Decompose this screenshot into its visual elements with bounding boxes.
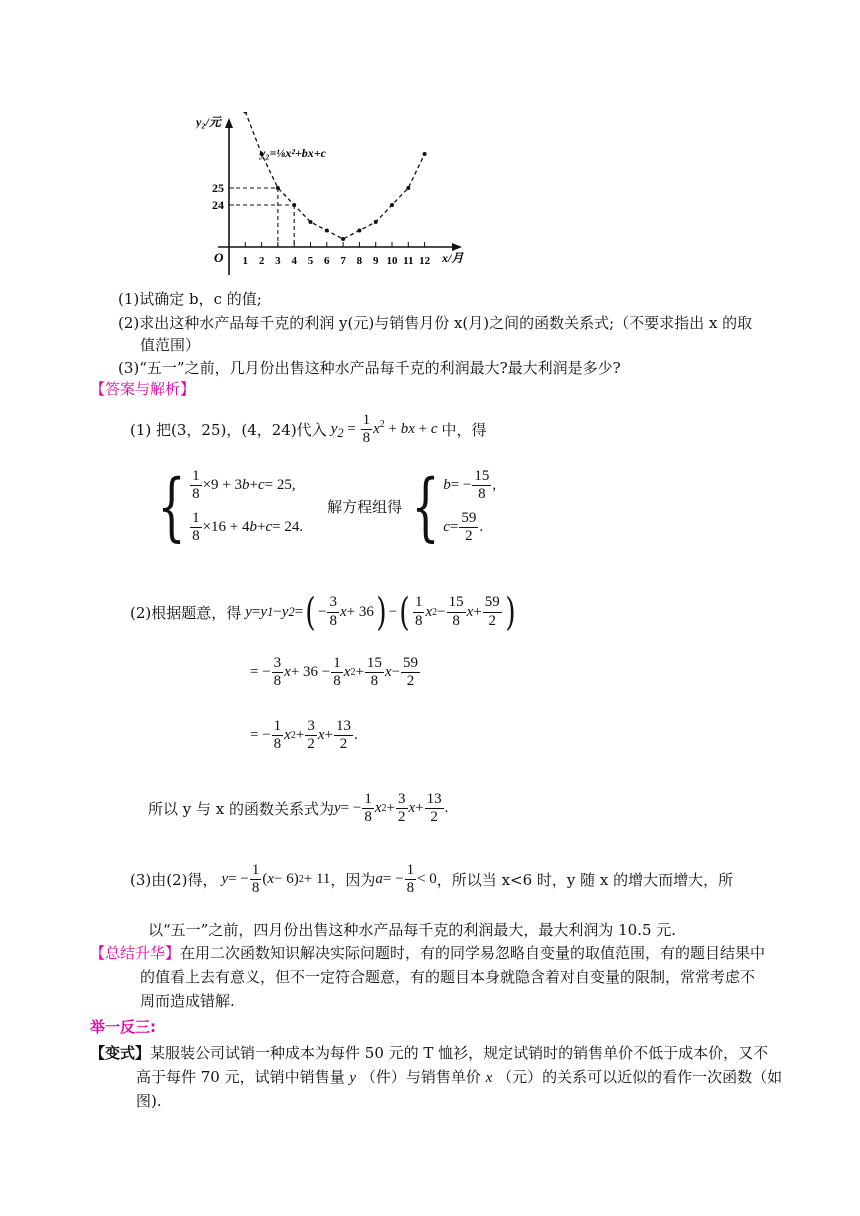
x-tick-label: 12 xyxy=(419,255,431,267)
practice-tag: 【变式】 xyxy=(90,1044,151,1062)
var-y: y xyxy=(349,1070,357,1086)
solution-3-line2: 以“五一”之前，四月份出售这种水产品每千克的利润最大，最大利润为 10.5 元. xyxy=(148,921,677,939)
left-brace: { xyxy=(157,463,186,550)
solution-3-mid: ，因为 xyxy=(330,871,376,890)
y-tick-label: 25 xyxy=(212,181,224,195)
data-point xyxy=(374,220,378,224)
x-tick-label: 11 xyxy=(403,255,414,267)
curve-label: y₂=⅛x²+bx+c xyxy=(260,146,326,160)
parabola-curve xyxy=(245,112,424,239)
x-axis-arrow xyxy=(452,243,462,251)
data-point xyxy=(406,186,410,190)
data-point xyxy=(243,112,247,114)
data-point xyxy=(341,237,345,241)
question-1: (1)试确定 b，c 的值; xyxy=(118,290,262,308)
system-middle-text: 解方程组得 xyxy=(327,498,403,516)
a-value: a = − $\frac{1}{8}$ < 0 xyxy=(375,862,437,897)
x-tick-label: 5 xyxy=(307,255,314,267)
right-brace: { xyxy=(411,463,440,550)
practice-text-2a: 高于每件 70 元，试销中销售量 xyxy=(136,1068,345,1086)
data-point xyxy=(357,229,361,233)
conclusion-prefix: 所以 y 与 x 的函数关系式为 xyxy=(148,800,335,819)
x-tick-label: 7 xyxy=(340,255,346,267)
x-tick-label: 2 xyxy=(258,255,265,267)
data-point xyxy=(390,203,394,207)
solution-2-conclusion xyxy=(148,791,448,827)
y-tick-label: 24 xyxy=(212,198,224,212)
summary-line2: 的值看上去有意义，但不一定符合题意，有的题目本身就隐含着对自变量的限制，常常考虑不 xyxy=(140,968,756,986)
practice-line3: 图). xyxy=(136,1092,162,1110)
equation-step-3: = − $\frac{1}{8}$ x 2 + $\frac{3}{2}$ x + $\frac{13}{2}$ . xyxy=(250,718,358,753)
equation-system xyxy=(148,463,497,550)
x-tick-label: 10 xyxy=(386,255,398,267)
solution-2-line1 xyxy=(130,590,518,634)
data-point xyxy=(309,220,313,224)
practice-text-2b: （件）与销售单价 xyxy=(360,1068,481,1086)
data-point xyxy=(423,152,427,156)
system-solutions: b = − $\frac{15}{8}$ , c = $\frac{59}{2}$ . xyxy=(443,468,497,544)
x-tick-label: 4 xyxy=(291,255,297,267)
solution-1-line xyxy=(130,412,487,448)
data-point xyxy=(276,186,280,190)
practice-line2 xyxy=(136,1066,782,1087)
solution-3-prefix: (3)由(2)得， xyxy=(130,871,218,890)
y2-formula: $y_2$ = $\frac{1}{8}$ $x^2$ + bx + c xyxy=(330,412,438,447)
summary-line1 xyxy=(90,942,765,963)
summary-tag: 【总结升华】 xyxy=(90,944,181,962)
solution-1-suffix: 中，得 xyxy=(441,421,487,440)
x-tick-label: 8 xyxy=(356,255,363,267)
question-3: (3)“五一”之前，几月份出售这种水产品每千克的利润最大?最大利润是多少? xyxy=(118,359,621,377)
parabola-graph xyxy=(196,112,476,282)
solution-3-line1 xyxy=(130,862,733,898)
question-2-line2: 值范围） xyxy=(140,336,201,354)
x-tick-label: 9 xyxy=(372,255,379,267)
vertex-form: y = − $\frac{1}{8}$ ( x − 6) 2 + 11 xyxy=(221,862,331,897)
question-2-line1: (2)求出这种水产品每千克的利润 y(元)与销售月份 x(月)之间的函数关系式;（不要求指出 x 的取 xyxy=(118,314,753,332)
equation-step-1: y = y 1 − y 2 = ( − $\frac{3}{8}$ x + 36 ) − ( $\frac{1}{8}$ x 2 − $\frac{15}{8}$ x + $\frac{59}{2}$ ) xyxy=(245,590,516,634)
x-axis-label: x/月 xyxy=(442,251,464,265)
system-equations: $\frac{1}{8}$ ×9 + 3 b + c = 25, $\frac{1}{8}$ ×16 + 4 b + c = 24. xyxy=(192,468,304,544)
x-tick-label: 6 xyxy=(324,255,330,267)
origin-label: O xyxy=(214,250,224,265)
y-axis-label: y₂/元 xyxy=(196,115,221,129)
x-tick-label: 1 xyxy=(242,255,249,267)
summary-text-1: 在用二次函数知识解决实际问题时，有的同学易忽略自变量的取值范围，有的题目结果中 xyxy=(180,944,766,962)
practice-line1 xyxy=(90,1042,768,1063)
solution-1-prefix: (1) 把(3，25)，(4，24)代入 xyxy=(130,421,327,440)
var-x: x xyxy=(485,1070,493,1086)
x-tick-label: 3 xyxy=(275,255,281,267)
solution-3-suffix: ，所以当 x<6 时，y 随 x 的增大而增大，所 xyxy=(436,871,734,890)
practice-heading: 举一反三: xyxy=(90,1018,156,1036)
practice-text-1: 某服装公司试销一种成本为每件 50 元的 T 恤衫，规定试销时的销售单价不低于成本价，又不 xyxy=(150,1044,769,1062)
answer-heading: 【答案与解析】 xyxy=(90,380,196,398)
summary-line3: 周而造成错解. xyxy=(140,992,235,1010)
y-axis-arrow xyxy=(225,118,233,128)
data-point xyxy=(325,229,329,233)
solution-2-prefix: (2)根据题意，得 xyxy=(130,603,242,622)
data-point xyxy=(292,203,296,207)
equation-step-2: = − $\frac{3}{8}$ x + 36 − $\frac{1}{8}$ x 2 + $\frac{15}{8}$ x − $\frac{59}{2}$ xyxy=(250,655,419,690)
final-function: y = − $\frac{1}{8}$ x 2 + $\frac{3}{2}$ x + $\frac{13}{2}$ . xyxy=(334,791,449,826)
practice-text-2c: （元）的关系可以近似的看作一次函数（如 xyxy=(497,1068,783,1086)
